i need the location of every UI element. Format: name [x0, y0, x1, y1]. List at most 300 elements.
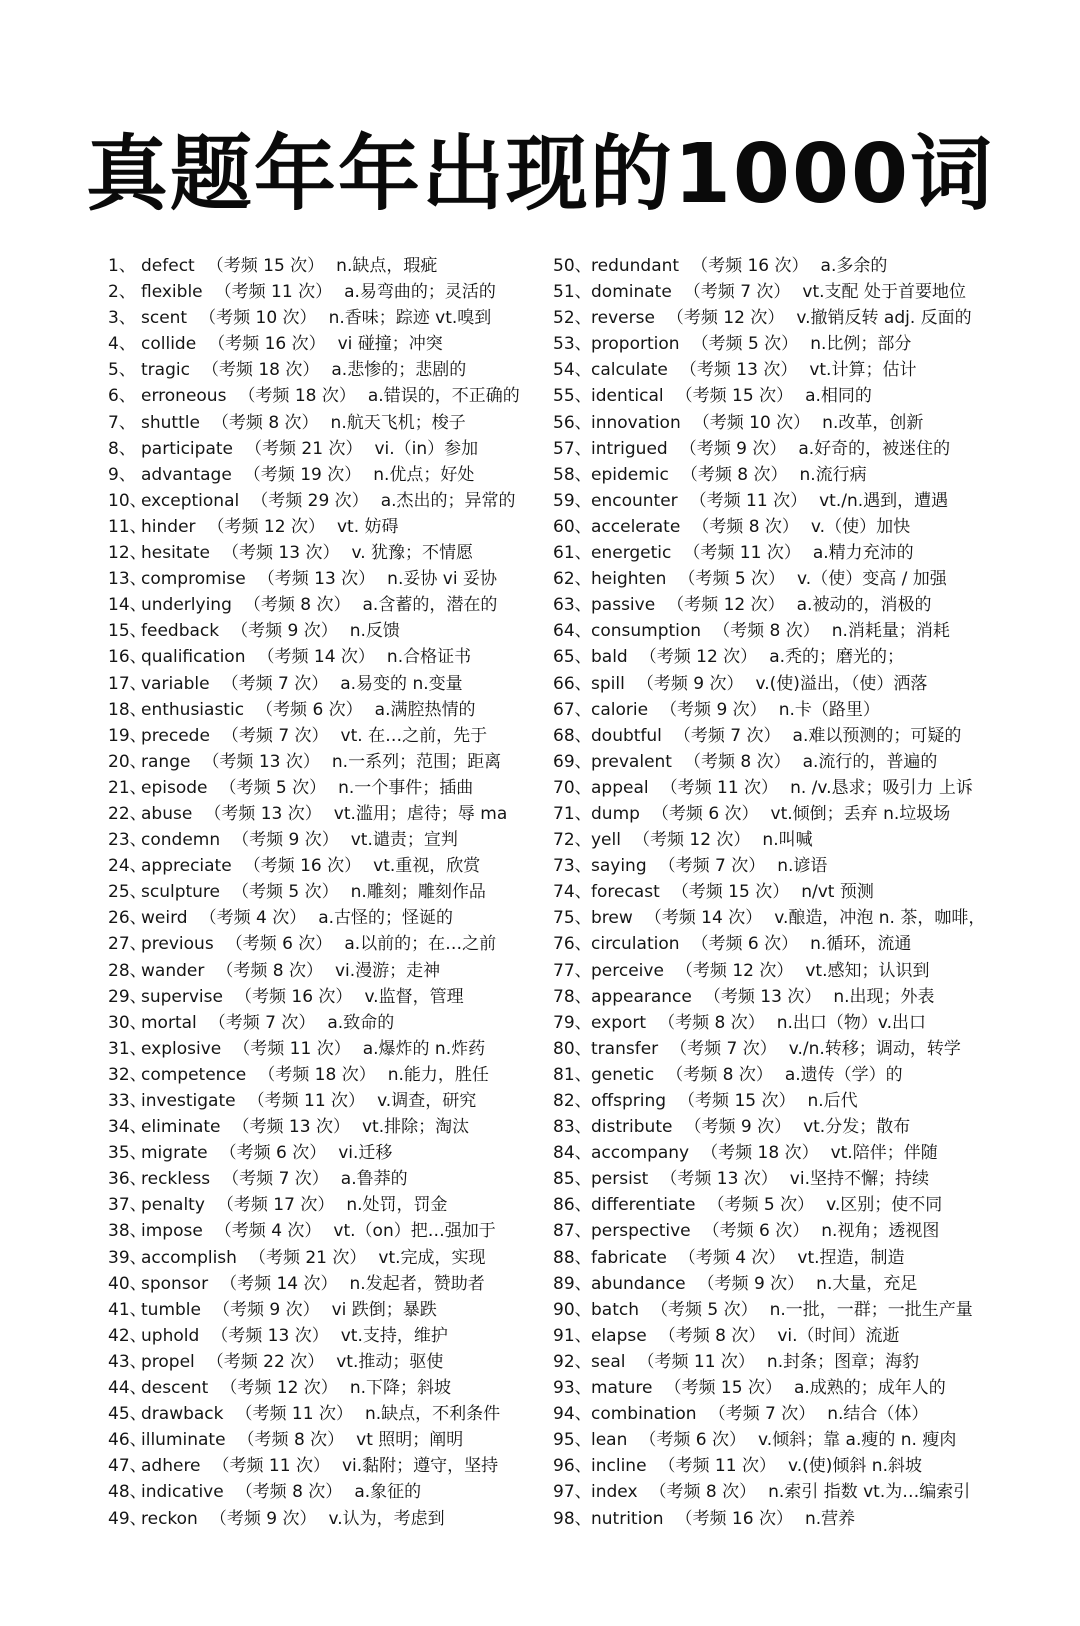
word-entry	[108, 905, 538, 931]
word-entry	[553, 1245, 1033, 1271]
word-entry	[108, 253, 538, 279]
entry-number: 39、	[108, 1247, 147, 1268]
entry-frequency: （考频 7 次）	[708, 1404, 816, 1425]
entry-number: 21、	[108, 777, 147, 798]
word-entry	[553, 1349, 1033, 1375]
entry-meaning: a.相同的	[805, 386, 872, 407]
entry-number: 3、	[108, 308, 136, 329]
entry-frequency: （考频 12 次）	[632, 830, 751, 851]
entry-number: 25、	[108, 882, 147, 903]
entry-number: 69、	[553, 751, 592, 772]
word-entry	[108, 879, 538, 905]
entry-frequency: （考频 7 次）	[221, 725, 329, 746]
word-entry	[553, 357, 1033, 383]
word-entry	[553, 462, 1033, 488]
word-entry	[108, 1036, 538, 1062]
entry-word: heighten	[591, 569, 667, 590]
entry-word: shuttle	[141, 412, 200, 433]
entry-frequency: （考频 11 次）	[660, 777, 779, 798]
word-entry	[553, 1114, 1033, 1140]
word-entry	[553, 671, 1033, 697]
entry-number: 6、	[108, 386, 136, 407]
entry-number: 76、	[553, 934, 592, 955]
entry-frequency: （考频 15 次）	[675, 386, 794, 407]
entry-frequency: （考频 7 次）	[673, 725, 781, 746]
entry-meaning: n.处罚，罚金	[346, 1195, 448, 1216]
entry-number: 31、	[108, 1038, 147, 1059]
entry-number: 16、	[108, 647, 147, 668]
word-entry	[553, 1427, 1033, 1453]
entry-frequency: （考频 18 次）	[201, 360, 320, 381]
entry-word: brew	[591, 908, 633, 929]
entry-meaning: v.（使）变高 / 加强	[797, 569, 947, 590]
word-entry	[108, 1453, 538, 1479]
entry-number: 14、	[108, 595, 147, 616]
entry-meaning: a.象征的	[354, 1482, 422, 1503]
entry-meaning: vi 碰撞；冲突	[337, 334, 443, 355]
word-entry	[108, 592, 538, 618]
word-entry	[108, 305, 538, 331]
entry-word: adhere	[141, 1456, 201, 1477]
word-entry	[108, 644, 538, 670]
page-title: 真题年年出现的1000词	[85, 127, 995, 222]
entry-meaning: vt.（on）把…强加于	[333, 1221, 496, 1242]
entry-word: propel	[141, 1351, 195, 1372]
entry-number: 66、	[553, 673, 592, 694]
entry-word: accompany	[591, 1143, 690, 1164]
entry-frequency: （考频 8 次）	[216, 960, 323, 981]
entry-frequency: （考频 15 次）	[671, 882, 790, 903]
entry-word: energetic	[591, 543, 672, 564]
entry-frequency: （考频 11 次）	[247, 1091, 366, 1111]
entry-word: precede	[141, 725, 210, 746]
entry-meaning: n.发起者，赞助者	[349, 1273, 485, 1294]
entry-frequency: （考频 7 次）	[208, 1012, 316, 1033]
entry-frequency: （考频 8 次）	[658, 1325, 766, 1346]
entry-meaning: vt. 妨碍	[336, 516, 399, 537]
entry-word: forecast	[591, 882, 660, 903]
entry-word: reckless	[141, 1169, 211, 1190]
entry-frequency: （考频 14 次）	[644, 908, 763, 929]
entry-word: flexible	[141, 282, 203, 303]
entry-frequency: （考频 8 次）	[680, 464, 788, 485]
word-entry	[553, 749, 1033, 775]
entry-meaning: vt.倾倒；丢弃 n.垃圾场	[770, 803, 951, 824]
entry-word: offspring	[591, 1091, 667, 1111]
entry-word: yell	[591, 830, 621, 851]
entry-word: condemn	[141, 830, 221, 851]
entry-frequency: （考频 16 次）	[208, 334, 326, 355]
entry-word: redundant	[591, 256, 680, 276]
entry-frequency: （考频 12 次）	[207, 516, 325, 537]
entry-word: intrigued	[591, 438, 668, 459]
entry-frequency: （考频 7 次）	[222, 1169, 329, 1190]
entry-number: 52、	[553, 308, 592, 329]
entry-number: 33、	[108, 1091, 147, 1111]
entry-number: 18、	[108, 699, 147, 720]
entry-meaning: n.大量，充足	[816, 1273, 918, 1294]
entry-meaning: n.封条；图章；海豹	[766, 1351, 920, 1372]
entry-meaning: n.谚语	[777, 856, 828, 877]
entry-meaning: v.撤销反转 adj. 反面的	[796, 308, 972, 329]
entry-meaning: a.悲惨的；悲剧的	[331, 360, 467, 381]
word-entry	[553, 1323, 1033, 1349]
entry-frequency: （考频 8 次）	[666, 1064, 773, 1085]
entry-meaning: a.秃的；磨光的；	[769, 647, 905, 668]
entry-word: accelerate	[591, 516, 681, 537]
entry-word: mature	[591, 1378, 653, 1399]
word-entry	[108, 514, 538, 540]
word-entry	[553, 644, 1033, 670]
entry-frequency: （考频 4 次）	[214, 1221, 322, 1242]
entry-meaning: n.结合（体）	[827, 1404, 929, 1425]
entry-word: epidemic	[591, 464, 669, 485]
entry-frequency: （考频 9 次）	[209, 1508, 317, 1529]
entry-number: 4、	[108, 334, 136, 355]
word-entry	[108, 357, 538, 383]
entry-meaning: n.合格证书	[386, 647, 472, 668]
entry-number: 61、	[553, 543, 592, 564]
entry-word: uphold	[141, 1325, 200, 1346]
entry-meaning: a.好奇的，被迷住的	[798, 438, 951, 459]
word-entry	[108, 697, 538, 723]
entry-number: 23、	[108, 830, 147, 851]
entry-word: dump	[591, 803, 640, 824]
entry-number: 65、	[553, 647, 592, 668]
entry-meaning: v.区别；使不同	[826, 1195, 943, 1216]
entry-number: 54、	[553, 360, 592, 381]
entry-frequency: （考频 4 次）	[678, 1247, 786, 1268]
entry-frequency: （考频 11 次）	[637, 1351, 755, 1372]
entry-word: incline	[591, 1456, 647, 1477]
entry-frequency: （考频 5 次）	[678, 569, 786, 590]
word-entry	[553, 1506, 1033, 1532]
entry-number: 19、	[108, 725, 147, 746]
entry-meaning: vi.坚持不懈；持续	[789, 1169, 929, 1190]
word-entry	[108, 331, 538, 357]
entry-word: abuse	[141, 803, 193, 824]
entry-word: identical	[591, 386, 664, 407]
entry-number: 10、	[108, 490, 147, 511]
entry-number: 56、	[553, 412, 592, 433]
entry-meaning: vi 跌倒；暴跌	[331, 1299, 437, 1320]
word-entry	[108, 1506, 538, 1532]
entry-word: seal	[591, 1351, 626, 1372]
entry-word: proportion	[591, 334, 680, 355]
entry-meaning: vt.捏造，制造	[797, 1247, 905, 1268]
entry-meaning: n.流行病	[799, 464, 867, 485]
entry-word: bald	[591, 647, 628, 668]
entry-meaning: n.视角；透视图	[821, 1221, 940, 1242]
entry-number: 82、	[553, 1091, 592, 1111]
word-entry	[553, 331, 1033, 357]
entry-word: competence	[141, 1064, 247, 1085]
entry-number: 17、	[108, 673, 147, 694]
entry-number: 97、	[553, 1482, 592, 1503]
entry-number: 30、	[108, 1012, 147, 1033]
entry-frequency: （考频 13 次）	[703, 986, 822, 1007]
entry-word: calorie	[591, 699, 649, 720]
word-entry	[108, 853, 538, 879]
entry-word: explosive	[141, 1038, 222, 1059]
entry-meaning: a.多余的	[820, 256, 888, 276]
entry-number: 47、	[108, 1456, 147, 1477]
entry-word: scent	[141, 308, 188, 329]
entry-number: 50、	[553, 256, 592, 276]
entry-frequency: （考频 6 次）	[256, 699, 363, 720]
entry-meaning: n.比例；部分	[810, 334, 912, 355]
entry-word: export	[591, 1012, 647, 1033]
entry-word: elapse	[591, 1325, 647, 1346]
entry-word: nutrition	[591, 1508, 664, 1529]
entry-meaning: v.（使）加快	[810, 516, 911, 537]
entry-number: 84、	[553, 1143, 592, 1164]
entry-number: 38、	[108, 1221, 147, 1242]
entry-word: tumble	[141, 1299, 201, 1320]
entry-meaning: vi.（时间）流逝	[777, 1325, 900, 1346]
entry-meaning: n.一批，一群；一批生产量	[769, 1299, 973, 1320]
entry-word: differentiate	[591, 1195, 696, 1216]
entry-meaning: vt.陪伴；伴随	[830, 1143, 938, 1164]
word-entry	[553, 1375, 1033, 1401]
entry-word: supervise	[141, 986, 223, 1007]
entry-word: saying	[591, 856, 647, 877]
entry-meaning: vi.黏附；遵守，坚持	[341, 1456, 499, 1477]
entry-word: mortal	[141, 1012, 197, 1033]
entry-frequency: （考频 9 次）	[679, 438, 787, 459]
entry-frequency: （考频 22 次）	[206, 1351, 325, 1372]
entry-number: 67、	[553, 699, 592, 720]
entry-meaning: n.一个事件；插曲	[338, 777, 474, 798]
entry-frequency: （考频 11 次）	[233, 1038, 351, 1059]
entry-word: hesitate	[141, 543, 211, 564]
entry-word: encounter	[591, 490, 678, 511]
entry-frequency: （考频 8 次）	[658, 1012, 765, 1033]
entry-meaning: vt. 在…之前，先于	[340, 725, 488, 746]
entry-frequency: （考频 5 次）	[691, 334, 799, 355]
word-entry	[108, 723, 538, 749]
entry-meaning: a.成熟的；成年人的	[793, 1378, 946, 1399]
entry-word: appreciate	[141, 856, 232, 877]
entry-meaning: vt.支持，维护	[340, 1325, 448, 1346]
entry-meaning: n.航天飞机；梭子	[330, 412, 466, 433]
entry-frequency: （考频 9 次）	[684, 1117, 792, 1138]
entry-number: 80、	[553, 1038, 592, 1059]
entry-number: 70、	[553, 777, 592, 798]
entry-number: 42、	[108, 1325, 147, 1346]
entry-meaning: a.易弯曲的；灵活的	[344, 282, 496, 303]
word-entry	[553, 1218, 1033, 1244]
entry-word: penalty	[141, 1195, 205, 1216]
word-entry	[553, 1010, 1033, 1036]
entry-frequency: （考频 13 次）	[211, 1325, 329, 1346]
entry-frequency: （考频 5 次）	[651, 1299, 758, 1320]
entry-frequency: （考频 7 次）	[670, 1038, 777, 1059]
entry-number: 55、	[553, 386, 592, 407]
word-entry	[553, 592, 1033, 618]
entry-number: 83、	[553, 1117, 592, 1138]
entry-word: circulation	[591, 934, 680, 955]
entry-frequency: （考频 5 次）	[232, 882, 339, 903]
entry-word: lean	[591, 1430, 628, 1451]
entry-word: drawback	[141, 1404, 224, 1425]
word-entry	[108, 1349, 538, 1375]
entry-frequency: （考频 13 次）	[679, 360, 798, 381]
entry-meaning: vt.重视，欣赏	[373, 856, 481, 877]
entry-number: 53、	[553, 334, 592, 355]
entry-frequency: （考频 8 次）	[683, 751, 791, 772]
entry-frequency: （考频 16 次）	[234, 986, 353, 1007]
entry-frequency: （考频 8 次）	[243, 595, 351, 616]
entry-frequency: （考频 18 次）	[701, 1143, 819, 1164]
entry-meaning: vt.分发；散布	[803, 1117, 911, 1138]
entry-word: underlying	[141, 595, 232, 616]
entry-word: investigate	[141, 1091, 236, 1111]
entry-frequency: （考频 6 次）	[651, 803, 759, 824]
entry-meaning: vt.谴责；宣判	[350, 830, 458, 851]
entry-meaning: v.(使)溢出，（使）洒落	[755, 673, 928, 694]
entry-word: abundance	[591, 1273, 686, 1294]
entry-word: combination	[591, 1404, 697, 1425]
entry-meaning: a.流行的，普遍的	[802, 751, 938, 772]
word-entry	[108, 279, 538, 305]
entry-meaning: n.索引 指数 vt.为…编索引	[768, 1482, 971, 1503]
entry-word: tragic	[141, 360, 190, 381]
word-entry	[553, 436, 1033, 462]
word-entry	[108, 984, 538, 1010]
entry-number: 28、	[108, 960, 147, 981]
entry-number: 78、	[553, 986, 592, 1007]
entry-frequency: （考频 9 次）	[660, 699, 767, 720]
entry-word: fabricate	[591, 1247, 667, 1268]
entry-frequency: （考频 6 次）	[639, 1430, 746, 1451]
left-word-column	[108, 253, 538, 1532]
entry-number: 90、	[553, 1299, 592, 1320]
entry-frequency: （考频 6 次）	[225, 934, 333, 955]
word-entry	[553, 1271, 1033, 1297]
entry-number: 46、	[108, 1430, 147, 1451]
entry-meaning: v./n.转移；调动，转学	[788, 1038, 961, 1059]
word-entry	[553, 905, 1033, 931]
entry-word: hinder	[141, 516, 196, 537]
word-entry	[108, 436, 538, 462]
entry-number: 64、	[553, 621, 592, 642]
word-entry	[108, 488, 538, 514]
word-entry	[553, 253, 1033, 279]
entry-frequency: （考频 13 次）	[257, 569, 376, 590]
word-entry	[108, 1010, 538, 1036]
entry-word: batch	[591, 1299, 639, 1320]
entry-meaning: v.监督，管理	[364, 986, 464, 1007]
entry-word: illuminate	[141, 1430, 226, 1451]
entry-frequency: （考频 16 次）	[243, 856, 362, 877]
entry-word: feedback	[141, 621, 220, 642]
entry-frequency: （考频 12 次）	[666, 308, 785, 329]
entry-meaning: v.调查，研究	[377, 1091, 477, 1111]
entry-frequency: （考频 11 次）	[689, 490, 808, 511]
entry-meaning: a.含蓄的，潜在的	[362, 595, 498, 616]
entry-meaning: n.香味；踪迹 vt.嗅到	[328, 308, 492, 329]
entry-word: doubtful	[591, 725, 662, 746]
entry-word: reckon	[141, 1508, 198, 1529]
entry-frequency: （考频 14 次）	[257, 647, 375, 668]
word-entry	[553, 1401, 1033, 1427]
entry-frequency: （考频 9 次）	[697, 1273, 805, 1294]
entry-frequency: （考频 5 次）	[219, 777, 327, 798]
entry-word: index	[591, 1482, 638, 1503]
entry-number: 63、	[553, 595, 592, 616]
entry-frequency: （考频 18 次）	[258, 1064, 376, 1085]
word-entry	[553, 488, 1033, 514]
word-entry	[553, 1192, 1033, 1218]
entry-meaning: n.卡（路里）	[778, 699, 880, 720]
entry-meaning: a.致命的	[327, 1012, 395, 1033]
entry-word: perspective	[591, 1221, 691, 1242]
entry-word: spill	[591, 673, 625, 694]
word-entry	[108, 1062, 538, 1088]
entry-meaning: n.雕刻；雕刻作品	[350, 882, 486, 903]
entry-meaning: vt.计算；估计	[809, 360, 917, 381]
entry-number: 75、	[553, 908, 592, 929]
entry-frequency: （考频 15 次）	[678, 1091, 796, 1111]
entry-number: 43、	[108, 1351, 147, 1372]
entry-frequency: （考频 14 次）	[220, 1273, 338, 1294]
entry-meaning: n.消耗量；消耗	[831, 621, 950, 642]
entry-meaning: n.改革，创新	[822, 412, 924, 433]
entry-frequency: （考频 13 次）	[202, 751, 320, 772]
entry-word: calculate	[591, 360, 668, 381]
entry-number: 87、	[553, 1221, 592, 1242]
word-entry	[108, 827, 538, 853]
entry-meaning: n.营养	[804, 1508, 856, 1529]
entry-word: accomplish	[141, 1247, 237, 1268]
word-entry	[108, 1192, 538, 1218]
entry-meaning: n.缺点，不利条件	[364, 1404, 501, 1425]
entry-meaning: n.出口（物）v.出口	[776, 1012, 927, 1033]
entry-meaning: vt.排除；淘汰	[361, 1117, 470, 1138]
word-entry	[108, 1271, 538, 1297]
word-entry	[553, 827, 1033, 853]
entry-meaning: a.杰出的；异常的	[380, 490, 516, 511]
entry-frequency: （考频 7 次）	[658, 856, 766, 877]
entry-word: sponsor	[141, 1273, 209, 1294]
entry-number: 89、	[553, 1273, 592, 1294]
entry-frequency: （考频 21 次）	[245, 438, 363, 459]
entry-frequency: （考频 13 次）	[232, 1117, 350, 1138]
word-entry	[108, 1218, 538, 1244]
entry-frequency: （考频 17 次）	[216, 1195, 335, 1216]
entry-word: advantage	[141, 464, 232, 485]
entry-word: enthusiastic	[141, 699, 245, 720]
entry-number: 29、	[108, 986, 147, 1007]
entry-meaning: n.循环，流通	[810, 934, 912, 955]
entry-word: distribute	[591, 1117, 673, 1138]
entry-meaning: v.酿造，冲泡 n. 茶，咖啡，	[774, 908, 986, 929]
word-entry	[108, 1088, 538, 1114]
entry-meaning: n.妥协 vi 妥协	[387, 569, 497, 590]
entry-word: passive	[591, 595, 656, 616]
entry-word: exceptional	[141, 490, 240, 511]
entry-frequency: （考频 19 次）	[243, 464, 362, 485]
entry-frequency: （考频 11 次）	[214, 282, 333, 303]
entry-number: 92、	[553, 1351, 592, 1372]
word-entry	[108, 775, 538, 801]
word-entry	[108, 1401, 538, 1427]
word-entry	[108, 931, 538, 957]
entry-frequency: （考频 6 次）	[691, 934, 799, 955]
entry-meaning: vt.支配 处于首要地位	[802, 282, 966, 303]
entry-number: 13、	[108, 569, 147, 590]
